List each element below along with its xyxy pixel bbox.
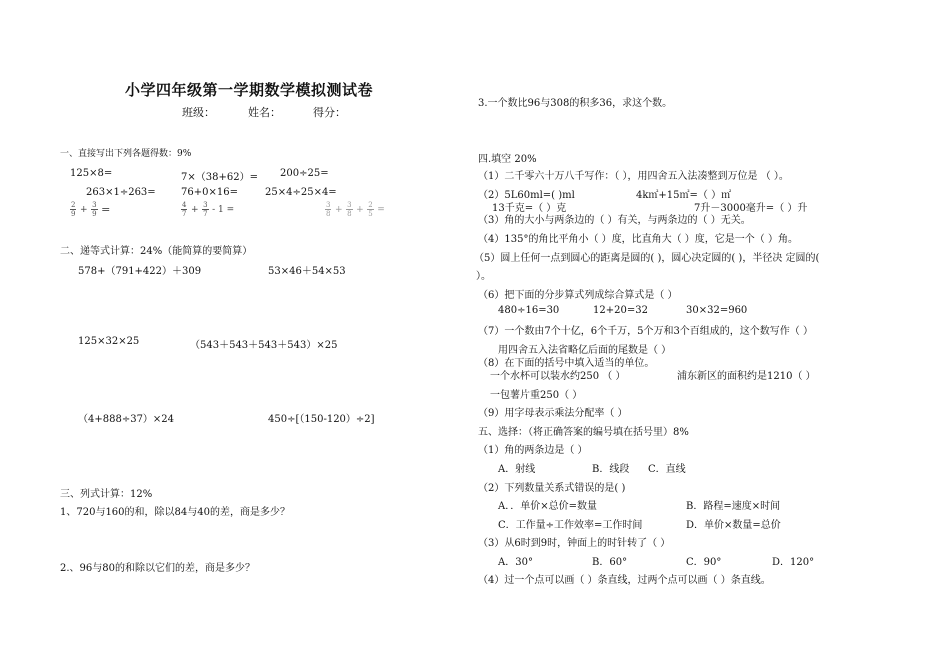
word-problem: 1、720与160的和，除以84与40的差，商是多少？ — [60, 507, 290, 518]
calc-item: （4+888÷37）×24 — [78, 414, 175, 425]
fraction: $\frac{3}{7}$ — [203, 201, 208, 218]
fill-question: （6）把下面的分步算式列成综合算式是（ ） — [478, 290, 678, 301]
calc-item: 578+（791+422）＋309 — [78, 266, 202, 277]
choice-option: A．30° — [498, 557, 533, 568]
calc-item: 53×46＋54×53 — [268, 266, 346, 277]
fill-question: ）。 — [476, 271, 491, 282]
choice-question: （4）过一个点可以画（ ）条直线，过两个点可以画（ ）条直线。 — [478, 575, 771, 586]
choice-option: D．单价×数量=总价 — [686, 520, 781, 531]
fraction: $\frac{4}{7}$ — [182, 201, 187, 218]
fill-question: （7）一个数由7个十亿，6个千万，5个万和3个百组成的，这个数写作（ ） — [478, 326, 813, 337]
fill-question: 一包薯片重250（ ） — [490, 390, 583, 401]
calc-item: 125×8= — [70, 168, 113, 179]
calc-item: 125×32×25 — [78, 336, 140, 347]
fill-question: （1）二千零六十万八千写作：（ ），用四舍五入法凑整到万位是 （ ）。 — [478, 171, 789, 182]
choice-option: C．直线 — [648, 464, 686, 475]
fraction-problem: $\frac{3}{8}$ + $\frac{3}{8}$ + $\frac{2}{5}$ = — [326, 201, 385, 218]
fraction: $\frac{2}{9}$ — [71, 201, 76, 218]
calc-item: 263×1÷263= — [86, 187, 156, 198]
calc-item: （543＋543＋543＋543）×25 — [190, 340, 338, 351]
fill-question: （5）圆上任何一点到圆心的距离是圆的( )，圆心决定圆的( )，半径决 定圆的( — [474, 253, 820, 264]
fraction: $\frac{3}{9}$ — [92, 201, 97, 218]
fraction: $\frac{3}{8}$ — [326, 201, 331, 218]
step-equation: 12+20=32 — [593, 305, 648, 316]
choice-question: （2）下列数量关系式错误的是( ) — [478, 483, 626, 494]
section4-heading: 四.填空 20% — [478, 154, 537, 165]
calc-item: 450÷[（150-120）÷2] — [268, 414, 375, 425]
fill-question: （9）用字母表示乘法分配率（ ） — [478, 408, 628, 419]
fill-question: 13千克=（ ）克 — [492, 203, 567, 214]
page-title: 小学四年级第一学期数学模拟测试卷 — [125, 81, 374, 99]
step-equation: 480÷16=30 — [498, 305, 560, 316]
section1-heading: 一、直接写出下列各题得数：9% — [60, 149, 192, 159]
choice-option: B．路程=速度×时间 — [686, 501, 781, 512]
section3-heading: 三、列式计算：12% — [60, 489, 153, 500]
name-label: 姓名： — [248, 106, 281, 119]
fill-question: （2）5L60ml=( )ml — [478, 190, 575, 201]
choice-question: （1）角的两条边是（ ） — [478, 445, 588, 456]
choice-option: C．工作量÷工作效率=工作时间 — [498, 520, 643, 531]
choice-option: B．60° — [592, 557, 628, 568]
calc-item: 7×（38+62）= — [181, 172, 258, 183]
calc-item: 25×4÷25×4= — [265, 187, 337, 198]
fill-question: 浦东新区的面积约是1210（ ） — [677, 371, 816, 382]
score-label: 得分： — [313, 106, 346, 119]
fraction: $\frac{3}{8}$ — [347, 201, 352, 218]
fraction-problem: $\frac{2}{9}$ + $\frac{3}{9}$ = — [71, 201, 111, 218]
word-problem: 2.、96与80的和除以它们的差，商是多少？ — [60, 563, 255, 574]
step-equation: 30×32=960 — [686, 305, 748, 316]
fill-question: （8）在下面的括号中填入适当的单位。 — [478, 358, 655, 369]
word-problem: 3.一个数比96与308的积多36，求这个数。 — [478, 98, 673, 109]
section2-heading: 二、递等式计算：24%（能简算的要简算） — [60, 246, 253, 257]
choice-option: A．．单价×总价=数量 — [498, 501, 597, 512]
fraction: $\frac{2}{5}$ — [368, 201, 373, 218]
fraction-problem: $\frac{4}{7}$ + $\frac{3}{7}$ - 1 = — [182, 201, 235, 218]
choice-option: B．线段 — [592, 464, 630, 475]
calc-item: 76+0×16= — [181, 187, 238, 198]
class-label: 班级： — [182, 106, 215, 119]
choice-option: C．90° — [686, 557, 722, 568]
fill-question: （4）135°的角比平角小（ ）度，比直角大（ ）度，它是一个（ ）角。 — [478, 234, 798, 245]
fill-question: 一个水杯可以装水约250 （ ） — [490, 371, 626, 382]
fill-question: 用四舍五入法省略亿后面的尾数是（ ） — [498, 345, 672, 356]
choice-option: A．射线 — [498, 464, 536, 475]
choice-option: D．120° — [772, 557, 815, 568]
fill-question: 4k㎡+15㎡=（ ）㎡ — [636, 190, 732, 201]
calc-item: 200÷25= — [280, 168, 329, 179]
fill-question: （3）角的大小与两条边的（ ）有关，与两条边的（ ）无关。 — [478, 215, 751, 226]
fill-question: 7升－3000毫升=（ ）升 — [694, 203, 808, 214]
section5-heading: 五、选择：（将正确答案的编号填在括号里）8% — [478, 427, 689, 438]
choice-question: （3）从6时到9时，钟面上的时针转了（ ） — [478, 538, 671, 549]
